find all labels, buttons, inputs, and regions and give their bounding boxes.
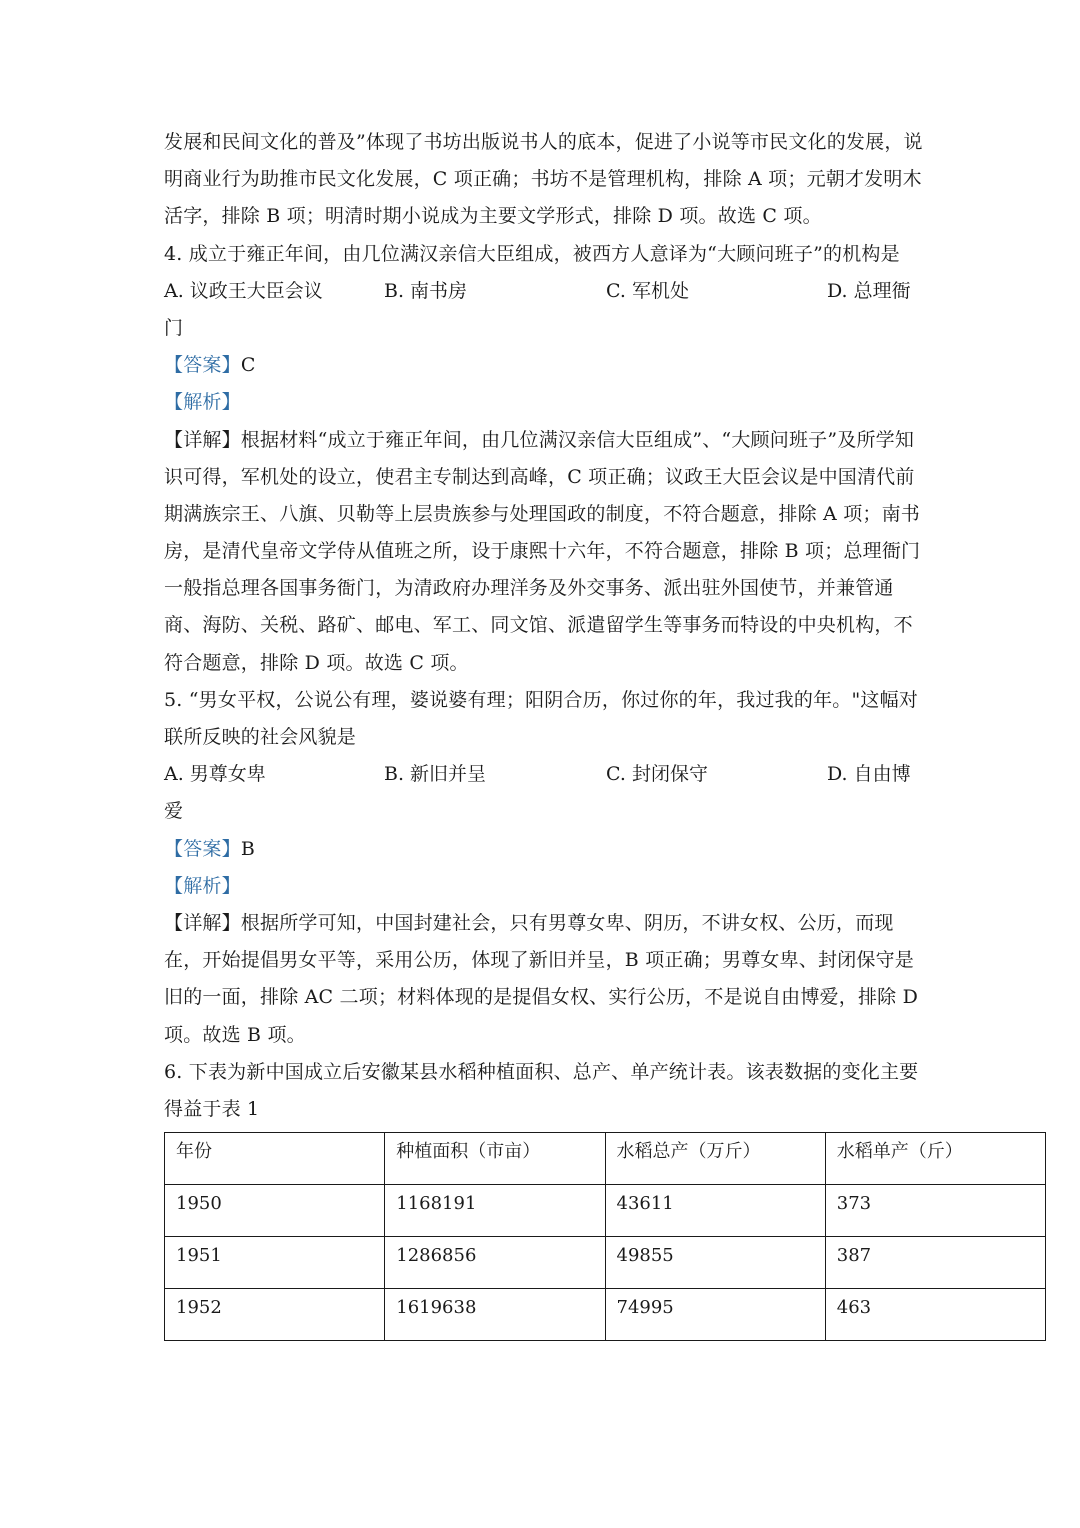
q5-analysis-tag: 【解析】 xyxy=(164,874,241,897)
q5-stem-line: 联所反映的社会风貌是 xyxy=(164,726,357,748)
q4-option-wrap: 门 xyxy=(164,316,184,339)
q5-stem-line: 5. “男女平权，公说公有理，婆说婆有理；阳阴合历，你过你的年，我过我的年。"这幅对 xyxy=(164,688,919,711)
q4-detail-line: 【详解】根据材料“成立于雍正年间，由几位满汉亲信大臣组成”、“大顾问班子”及所学知 xyxy=(164,428,915,451)
answer-tag: 【答案】 xyxy=(164,354,241,377)
table-cell: 1951 xyxy=(165,1237,385,1289)
q5-option-c: C. 封闭保守 xyxy=(606,763,708,786)
q6-stem-line: 6. 下表为新中国成立后安徽某县水稻种植面积、总产、单产统计表。该表数据的变化主要 xyxy=(164,1060,919,1083)
q5-detail-line: 项。故选 B 项。 xyxy=(164,1023,306,1046)
q4-detail-line: 期满族宗王、八旗、贝勒等上层贵族参与处理国政的制度，不符合题意，排除 A 项；南书 xyxy=(164,502,921,525)
table-row xyxy=(165,1237,1046,1289)
answer-tag: 【答案】 xyxy=(164,837,241,860)
q4-analysis-tag: 【解析】 xyxy=(164,391,241,414)
rice-statistics-table xyxy=(164,1132,1046,1341)
answer-value: C xyxy=(240,354,256,377)
q5-options xyxy=(164,756,924,793)
table-cell: 1952 xyxy=(165,1289,385,1341)
q4-detail-line: 一般指总理各国事务衙门，为清政府办理洋务及外交事务、派出驻外国使节，并兼管通 xyxy=(164,577,894,600)
table-cell: 463 xyxy=(825,1289,1045,1341)
q5-detail-line: 在，开始提倡男女平等，采用公历，体现了新旧并呈，B 项正确；男尊女卑、封闭保守是 xyxy=(164,949,915,972)
q4-answer xyxy=(164,347,924,384)
q6-stem-line: 得益于表 1 xyxy=(164,1097,260,1120)
q4-detail-line: 识可得，军机处的设立，使君主专制达到高峰，C 项正确；议政王大臣会议是中国清代前 xyxy=(164,465,915,488)
q5-detail-line: 【详解】根据所学可知，中国封建社会，只有男尊女卑、阴历，不讲女权、公历，而现 xyxy=(164,911,894,934)
q3-text-line: 活字，排除 B 项；明清时期小说成为主要文学形式，排除 D 项。故选 C 项。 xyxy=(164,205,822,228)
q4-option-d: D. 总理衙 xyxy=(827,279,911,302)
q4-detail-line: 符合题意，排除 D 项。故选 C 项。 xyxy=(164,651,469,674)
table-cell: 43611 xyxy=(605,1185,825,1237)
q4-option-a: A. 议政王大臣会议 xyxy=(164,279,323,302)
q4-option-b: B. 南书房 xyxy=(384,279,468,302)
answer-value: B xyxy=(240,837,255,860)
q4-option-c: C. 军机处 xyxy=(606,279,689,302)
q5-answer xyxy=(164,831,924,868)
table-row xyxy=(165,1185,1046,1237)
q4-detail-line: 房，是清代皇帝文学侍从值班之所，设于康熙十六年，不符合题意，排除 B 项；总理衙门 xyxy=(164,540,921,563)
q4-options xyxy=(164,273,924,310)
table-cell: 1286856 xyxy=(385,1237,605,1289)
q5-option-a: A. 男尊女卑 xyxy=(164,763,266,786)
page-content xyxy=(164,124,924,1128)
table-header-cell: 年份 xyxy=(165,1133,385,1185)
q3-text-line: 发展和民间文化的普及”体现了书坊出版说书人的底本，促进了小说等市民文化的发展，说 xyxy=(164,131,923,153)
q5-option-b: B. 新旧并呈 xyxy=(384,763,487,786)
q5-option-wrap: 爱 xyxy=(164,800,184,823)
table-cell: 373 xyxy=(825,1185,1045,1237)
table-row xyxy=(165,1289,1046,1341)
table-cell: 49855 xyxy=(605,1237,825,1289)
table-header-row xyxy=(165,1133,1046,1185)
q5-option-d: D. 自由博 xyxy=(827,763,911,786)
q3-text-line: 明商业行为助推市民文化发展，C 项正确；书坊不是管理机构，排除 A 项；元朝才发明木 xyxy=(164,168,922,191)
table-cell: 1168191 xyxy=(385,1185,605,1237)
q4-detail-line: 商、海防、关税、路矿、邮电、军工、同文馆、派遣留学生等事务而特设的中央机构，不 xyxy=(164,614,913,637)
q5-detail-line: 旧的一面，排除 AC 二项；材料体现的是提倡女权、实行公历，不是说自由博爱，排除 D xyxy=(164,986,919,1009)
table-cell: 387 xyxy=(825,1237,1045,1289)
table-header-cell: 水稻总产（万斤） xyxy=(605,1133,825,1185)
table-header-cell: 种植面积（市亩） xyxy=(385,1133,605,1185)
table-cell: 74995 xyxy=(605,1289,825,1341)
table-cell: 1950 xyxy=(165,1185,385,1237)
table-header-cell: 水稻单产（斤） xyxy=(825,1133,1045,1185)
q4-stem: 4. 成立于雍正年间，由几位满汉亲信大臣组成，被西方人意译为“大顾问班子”的机构是 xyxy=(164,242,900,265)
table-cell: 1619638 xyxy=(385,1289,605,1341)
